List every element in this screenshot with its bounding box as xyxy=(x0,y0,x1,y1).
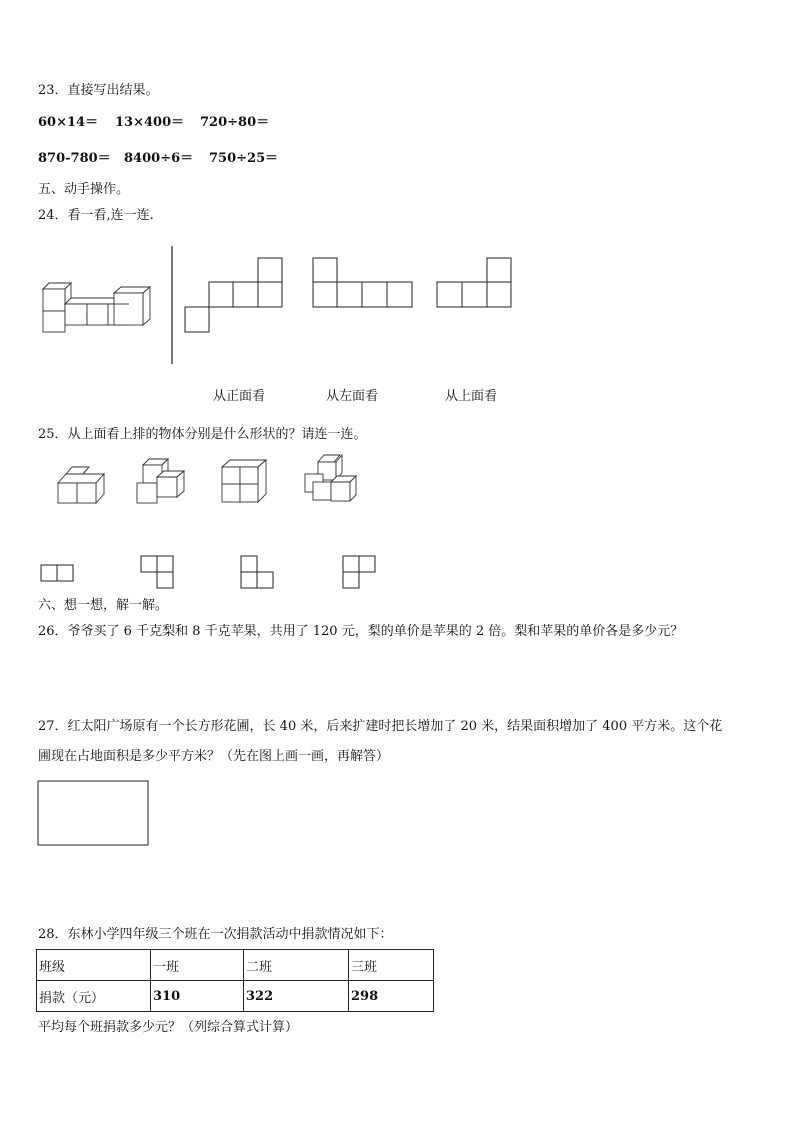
q24-title: 24．看一看,连一连. xyxy=(38,208,154,223)
table-cell: 班级 xyxy=(37,950,151,981)
table-cell: 322 xyxy=(244,981,349,1012)
q25-top-view-4 xyxy=(343,556,375,588)
q23-expr-2: 13×400＝ xyxy=(115,115,185,130)
q24-cube-solid xyxy=(43,283,150,332)
q24-label-front: 从正面看 xyxy=(213,389,266,404)
q27-line-1: 27．红太阳广场原有一个长方形花圃，长 40 米，后来扩建时把长增加了 20 米，结果面积增加了 400 平方米。这个花 xyxy=(38,719,723,734)
q24-view-3 xyxy=(437,258,511,307)
q27-line-2: 圃现在占地面积是多少平方米？（先在图上画一画，再解答） xyxy=(38,749,390,764)
table-cell: 捐款（元） xyxy=(37,981,151,1012)
q25-solid-2 xyxy=(137,459,184,503)
q24-label-top: 从上面看 xyxy=(445,389,498,404)
q25-top-view-1 xyxy=(41,565,73,581)
q28-question: 平均每个班捐款多少元？（列综合算式计算） xyxy=(38,1020,299,1035)
q24-label-left: 从左面看 xyxy=(326,389,379,404)
table-header-row xyxy=(37,950,434,981)
q28-title: 28．东林小学四年级三个班在一次捐款活动中捐款情况如下： xyxy=(38,927,393,942)
section-5-title: 五、动手操作。 xyxy=(38,182,130,197)
q25-solid-4 xyxy=(305,455,356,501)
table-cell: 298 xyxy=(349,981,434,1012)
q28-donation-table xyxy=(36,949,434,1012)
q26-text: 26．爷爷买了 6 千克梨和 8 千克苹果，共用了 120 元，梨的单价是苹果的 2 倍。梨和苹果的单价各是多少元？ xyxy=(38,624,684,639)
q25-solid-3 xyxy=(222,460,266,502)
table-cell: 二班 xyxy=(244,950,349,981)
q23-title: 23．直接写出结果。 xyxy=(38,83,159,98)
q25-top-view-2 xyxy=(141,556,173,588)
q24-view-2 xyxy=(313,258,412,307)
table-cell: 三班 xyxy=(349,950,434,981)
q23-expr-4: 870-780＝ xyxy=(38,151,111,166)
section-6-title: 六、想一想，解一解。 xyxy=(38,598,169,613)
q25-top-view-3 xyxy=(241,556,273,588)
table-cell: 310 xyxy=(151,981,244,1012)
q25-title: 25．从上面看上排的物体分别是什么形状的？请连一连。 xyxy=(38,427,367,442)
q25-solid-1 xyxy=(58,467,104,503)
table-cell: 一班 xyxy=(151,950,244,981)
q23-expr-6: 750÷25＝ xyxy=(209,151,279,166)
q24-view-1 xyxy=(185,258,282,332)
q23-expr-3: 720÷80＝ xyxy=(200,115,270,130)
q27-garden-rectangle xyxy=(38,781,148,845)
q23-expr-1: 60×14＝ xyxy=(38,115,99,130)
q23-expr-5: 8400÷6＝ xyxy=(124,151,194,166)
table-row xyxy=(37,981,434,1012)
